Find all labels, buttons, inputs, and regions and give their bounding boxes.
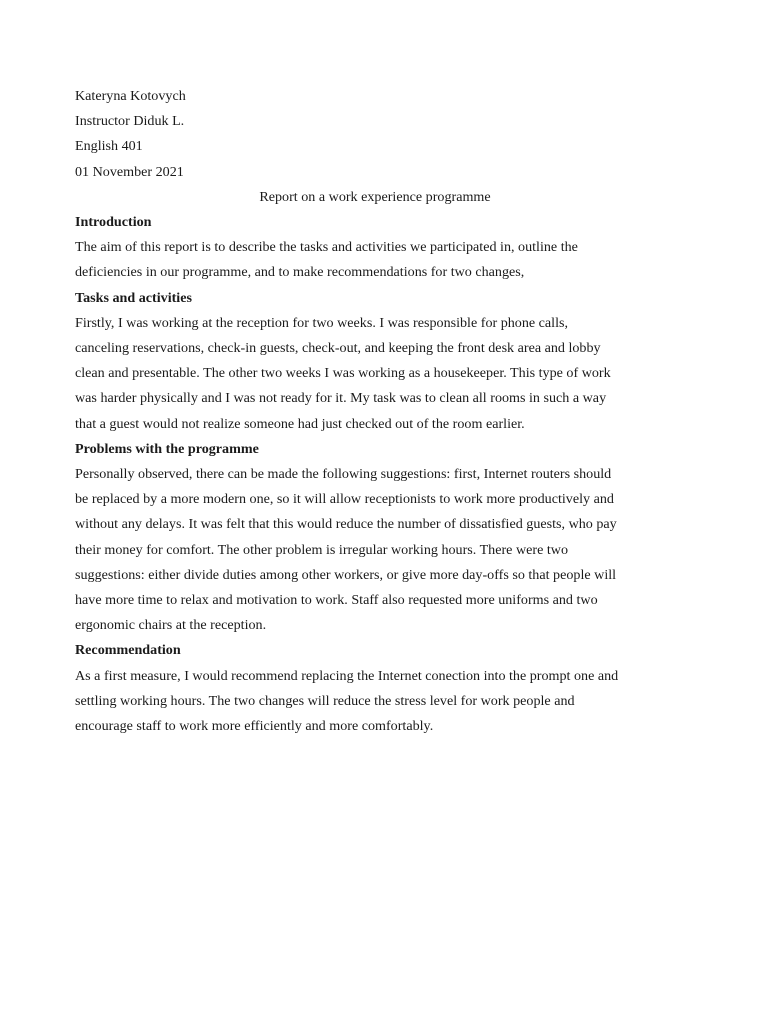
paragraph-line: Personally observed, there can be made the following suggestions: first, Internet routers should (75, 466, 612, 483)
section-problems (75, 437, 695, 639)
document-date: 01 November 2021 (75, 163, 184, 180)
paragraph-line: canceling reservations, check-in guests, check-out, and keeping the front desk area and lobby (75, 340, 601, 357)
paragraph-line: clean and presentable. The other two weeks I was working as a housekeeper. This type of work (75, 365, 611, 382)
paragraph-line: The aim of this report is to describe the tasks and activities we participated in, outline the (75, 239, 578, 256)
paragraph-line: suggestions: either divide duties among other workers, or give more day-offs so that people will (75, 566, 617, 583)
document-title: Report on a work experience programme (259, 188, 491, 205)
paragraph-line: Firstly, I was working at the reception for two weeks. I was responsible for phone calls, (75, 314, 569, 331)
section-introduction (75, 210, 695, 286)
paragraph-line: have more time to relax and motivation to work. Staff also requested more uniforms and two (75, 592, 598, 609)
section-heading: Recommendation (75, 642, 181, 659)
paragraph-line: ergonomic chairs at the reception. (75, 617, 267, 634)
instructor-name: Instructor Diduk L. (75, 113, 185, 130)
paragraph-line: be replaced by a more modern one, so it will allow receptionists to work more productively and (75, 491, 614, 508)
author-name: Kateryna Kotovych (75, 88, 186, 104)
document-body (75, 84, 695, 739)
section-heading: Tasks and activities (75, 289, 192, 306)
paragraph-line: settling working hours. The two changes will reduce the stress level for work people and (75, 692, 575, 709)
section-heading: Introduction (75, 214, 152, 231)
paragraph-line: their money for comfort. The other problem is irregular working hours. There were two (75, 541, 569, 558)
section-tasks-and-activities (75, 286, 695, 437)
paragraph-line: deficiencies in our programme, and to make recommendations for two changes, (75, 264, 525, 281)
paragraph-line: As a first measure, I would recommend replacing the Internet conection into the prompt one and (75, 667, 619, 684)
paragraph-line: encourage staff to work more efficiently and more comfortably. (75, 718, 434, 735)
paragraph-line: without any delays. It was felt that this would reduce the number of dissatisfied guests, who pay (75, 516, 617, 533)
course-name: English 401 (75, 138, 143, 155)
paragraph-line: that a guest would not realize someone had just checked out of the room earlier. (75, 415, 525, 432)
section-heading: Problems with the programme (75, 440, 259, 457)
paragraph-line: was harder physically and I was not ready for it. My task was to clean all rooms in such a way (75, 390, 607, 407)
section-recommendation (75, 638, 695, 739)
